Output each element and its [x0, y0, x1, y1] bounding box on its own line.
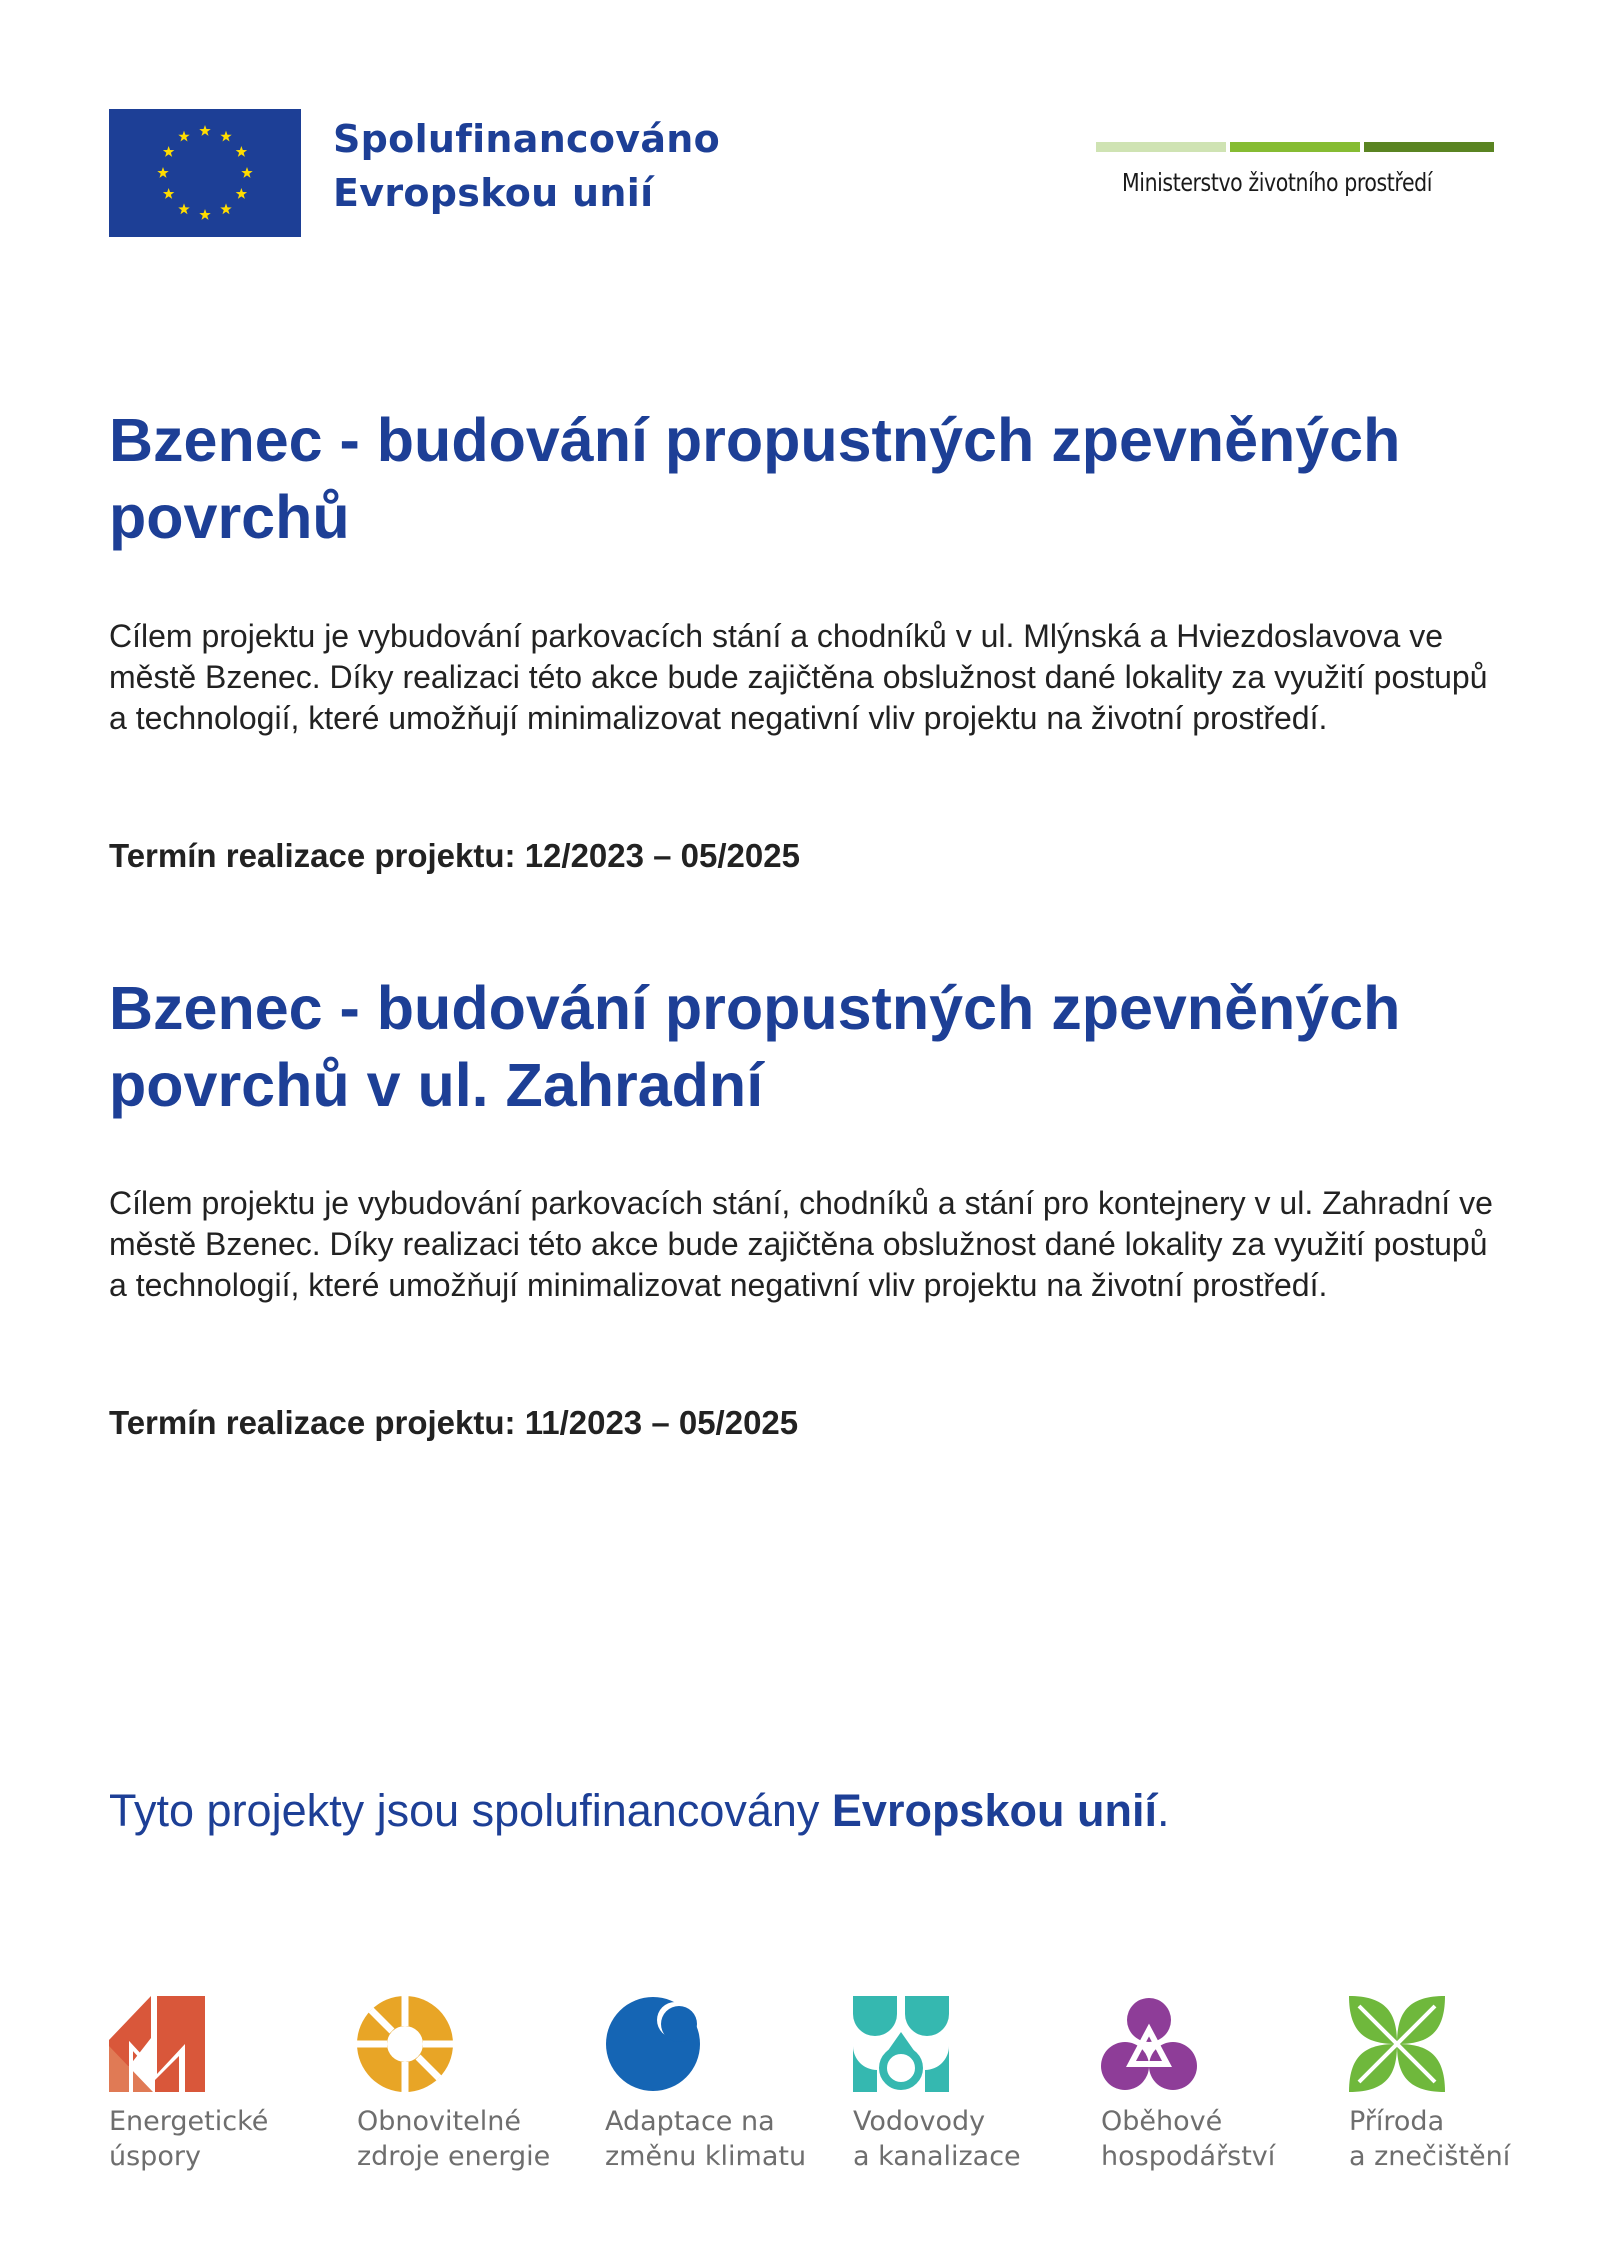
project-term: Termín realizace projektu: 12/2023 – 05/2025 — [109, 837, 800, 874]
ministry-bar-mid — [1230, 142, 1360, 152]
water-supply-icon — [853, 1996, 949, 2092]
project-title: Bzenec - budování propustných zpevněných povrchů — [109, 406, 1401, 551]
theme-label — [1349, 2104, 1569, 2174]
theme-label — [1101, 2104, 1321, 2174]
theme-label-line2: a kanalizace — [853, 2141, 1021, 2172]
theme-energy-savings — [109, 1996, 329, 2174]
renewable-energy-icon — [357, 1996, 453, 2092]
theme-label-line2: hospodářství — [1101, 2141, 1276, 2172]
theme-label-line2: zdroje energie — [357, 2141, 551, 2172]
cofinancing-note-prefix: Tyto projekty jsou spolufinancovány — [109, 1785, 832, 1836]
theme-label-line2: úspory — [109, 2141, 201, 2172]
theme-nature-pollution — [1349, 1996, 1569, 2174]
project-title: Bzenec - budování propustných zpevněných povrchů v ul. Zahradní — [109, 974, 1401, 1119]
theme-renewable-energy — [357, 1996, 577, 2174]
ministry-logo-bars — [1096, 142, 1494, 152]
theme-water-supply — [853, 1996, 1073, 2174]
cofinancing-note-suffix: . — [1156, 1785, 1170, 1836]
theme-label-line1: Adaptace na — [605, 2106, 775, 2137]
eu-text-line2: Evropskou unií — [333, 171, 654, 215]
theme-label-line1: Vodovody — [853, 2106, 986, 2137]
eu-text-line1: Spolufinancováno — [333, 117, 721, 161]
project-description: Cílem projektu je vybudování parkovacích stání a chodníků v ul. Mlýnská a Hviezdoslavova ve městě Bzenec. Díky realizaci této akce bude zajičtěna obslužnost dané lokality za využití postupů a technologií, které umožňují minimalizovat negativní vliv projektu na životní prostředí. — [109, 618, 1488, 736]
theme-label-line2: změnu klimatu — [605, 2141, 807, 2172]
theme-label-line1: Obnovitelné — [357, 2106, 521, 2137]
theme-label-line1: Oběhové — [1101, 2106, 1223, 2137]
cofinancing-note-bold: Evropskou unií — [831, 1785, 1157, 1836]
project-term: Termín realizace projektu: 11/2023 – 05/2025 — [109, 1404, 799, 1441]
circular-economy-icon — [1101, 1996, 1197, 2092]
theme-climate-adaptation — [605, 1996, 825, 2174]
eu-cofinancing-text — [333, 112, 720, 220]
theme-label-line1: Příroda — [1349, 2106, 1445, 2137]
ministry-name: Ministerstvo životního prostředí — [1122, 168, 1433, 197]
theme-label-line1: Energetické — [109, 2106, 269, 2137]
theme-label-line2: a znečištění — [1349, 2141, 1511, 2172]
ministry-bar-dark — [1364, 142, 1494, 152]
theme-label — [109, 2104, 329, 2174]
ministry-bar-light — [1096, 142, 1226, 152]
energy-savings-icon — [109, 1996, 205, 2092]
nature-pollution-icon — [1349, 1996, 1445, 2092]
eu-flag-icon — [109, 109, 301, 237]
theme-label — [605, 2104, 825, 2174]
theme-label — [853, 2104, 1073, 2174]
theme-label — [357, 2104, 577, 2174]
theme-circular-economy — [1101, 1996, 1321, 2174]
climate-adaptation-icon — [605, 1996, 701, 2092]
cofinancing-note — [109, 1783, 1169, 1839]
project-description: Cílem projektu je vybudování parkovacích stání, chodníků a stání pro kontejnery v ul. Zahradní ve městě Bzenec. Díky realizaci této akce bude zajičtěna obslužnost dané lokality za využití postupů a technologií, které umožňují minimalizovat negativní vliv projektu na životní prostředí. — [109, 1185, 1493, 1303]
